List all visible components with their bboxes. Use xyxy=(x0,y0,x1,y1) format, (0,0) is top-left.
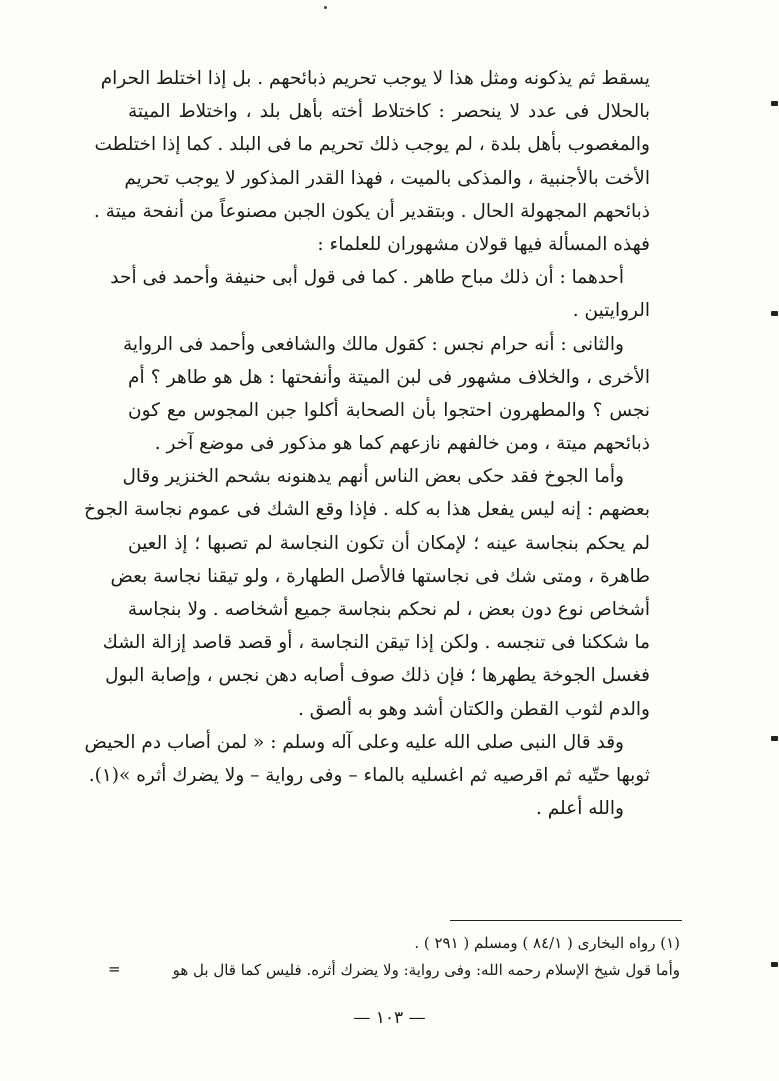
binding-mark xyxy=(771,962,778,967)
text-line: والثانى : أنه حرام نجس : كقول مالك والشافعى وأحمد فى الرواية xyxy=(122,333,624,355)
text-line: أحدهما : أن ذلك مباح طاهر . كما فى قول أبى حنيفة وأحمد فى أحد xyxy=(110,267,624,289)
footnotes xyxy=(110,930,680,984)
text-line: ثوبها حتّيه ثم اقرصيه ثم اغسليه بالماء – وفى رواية – ولا يضرك أثره »(١). xyxy=(88,764,650,786)
text-line: لم يحكم بنجاسة عينه ؛ لإمكان أن تكون النجاسة لم تصبها ؛ إذ العين xyxy=(128,532,650,554)
scan-speck xyxy=(324,6,327,9)
text-line: فهذه المسألة فيها قولان مشهوران للعلماء : xyxy=(317,233,650,255)
text-line: الأخت بالأجنبية ، والمذكى بالميت ، فهذا القدر المذكور لا يوجب تحريم xyxy=(124,167,650,189)
footnote-comment: وأما قول شيخ الإسلام رحمه الله: وفى رواية: ولا يضرك أثره. فليس كما قال بل هو xyxy=(172,961,680,979)
text-line: والمغصوب بأهل بلدة ، لم يوجب ذلك تحريم ما فى البلد . كما إذا اختلطت xyxy=(94,134,650,156)
footnote-separator xyxy=(450,920,682,921)
binding-mark xyxy=(771,101,778,106)
text-line: يسقط ثم يذكونه ومثل هذا لا يوجب تحريم ذبائحهم . بل إذا اختلط الحرام xyxy=(100,68,650,89)
text-line: الأخرى ، والخلاف مشهور فى لبن الميتة وأنفحتها : هل هو طاهر ؟ أم xyxy=(128,366,650,388)
text-line: أشخاص نوع دون بعض ، لم نحكم بنجاسة جميع أشخاصه . ولا بنجاسة xyxy=(127,599,650,620)
text-line: ذبائحهم المجهولة الحال . وبتقدير أن يكون الجبن مصنوعاً من أنفحة ميتة . xyxy=(93,200,650,222)
text-line: طاهرة ، ومتى شك فى نجاستها فالأصل الطهارة ، ولو تيقنا نجاسة بعض xyxy=(110,565,650,587)
text-line: ذبائحهم ميتة ، ومن خالفهم نازعهم كما هو مذكور فى موضع آخر . xyxy=(154,433,650,455)
text-line: بعضهم : إنه ليس يفعل هذا به كله . فإذا وقع الشك فى عموم نجاسة الجوخ xyxy=(84,499,650,521)
text-line: بالحلال فى عدد لا ينحصر : كاختلاط أخته بأهل بلد ، واختلاط الميتة xyxy=(128,101,650,123)
binding-mark xyxy=(771,311,778,316)
main-text xyxy=(84,62,650,825)
text-line: فغسل الجوخة يطهرها ؛ فإن ذلك صوف أصابه دهن نجس ، وإصابة البول xyxy=(105,665,650,687)
text-line: والله أعلم . xyxy=(535,798,624,820)
footnote-continuation-mark: = xyxy=(108,960,121,978)
text-line: نجس ؟ والمطهرون احتجوا بأن الصحابة أكلوا جبن المجوس مع كون xyxy=(128,399,650,421)
text-line: الروايتين . xyxy=(572,300,650,322)
text-line: وقد قال النبى صلى الله عليه وعلى آله وسلم : « لمن أصاب دم الحيض xyxy=(84,731,624,753)
page-number: — ١٠٣ — xyxy=(353,1008,426,1028)
text-line: ما شككنا فى تنجسه . ولكن إذا تيقن النجاسة ، أو قصد قاصد إزالة الشك xyxy=(102,632,650,654)
text-line: والدم لثوب القطن والكتان أشد وهو به ألصق . xyxy=(297,698,650,720)
binding-mark xyxy=(771,736,778,741)
footnote-1: (١) رواه البخارى ( ٨٤/١ ) ومسلم ( ٢٩١ ) . xyxy=(414,934,680,952)
text-line: وأما الجوخ فقد حكى بعض الناس أنهم يدهنونه بشحم الخنزير وقال xyxy=(122,466,624,488)
